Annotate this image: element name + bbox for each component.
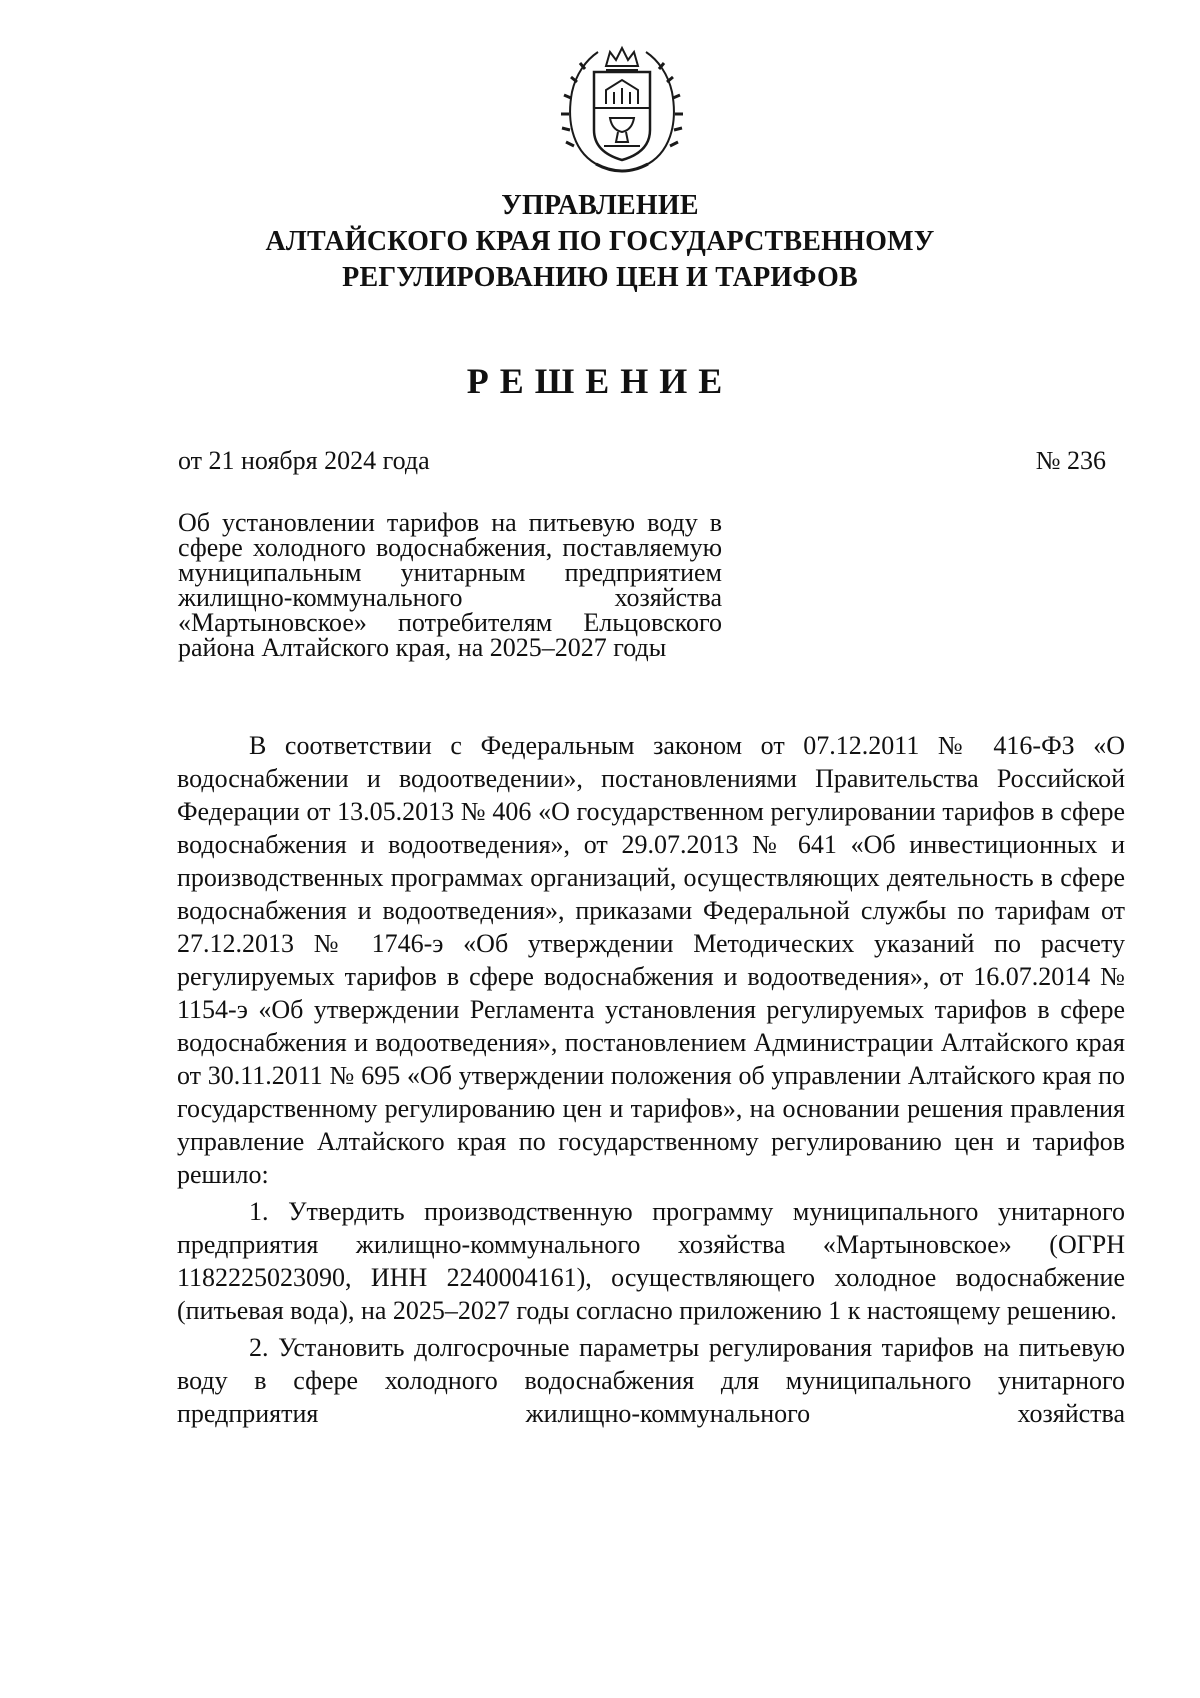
decision-date: от 21 ноября 2024 года <box>178 446 430 475</box>
org-line-1: УПРАВЛЕНИЕ <box>501 190 699 221</box>
item-2-paragraph: 2. Установить долгосрочные параметры регулирования тарифов на питьевую воду в сфере холодного водоснабжения для муниципального унитарного предприятия жилищно-коммунального хозяйства <box>177 1333 1125 1428</box>
organization-name <box>0 188 1200 296</box>
preamble-paragraph: В соответствии с Федеральным законом от 07.12.2011 № 416-ФЗ «О водоснабжении и водоотведении», постановлениями Правительства Российской Федерации от 13.05.2013 № 406 «О государственном регулировании тарифов в сфере водоснабжения и водоотведения», от 29.07.2013 № 641 «Об инвестиционных и производственных программах организаций, осуществляющих деятельность в сфере водоснабжения и водоотведения», приказами Федеральной службы по тарифам от 27.12.2013 № 1746-э «Об утверждении Методических указаний по расчету регулируемых тарифов в сфере водоснабжения и водоотведения», от 16.07.2014 № 1154-э «Об утверждении Регламента установления регулируемых тарифов в сфере водоснабжения и водоотведения», постановлением Администрации Алтайского края от 30.11.2011 № 695 «Об утверждении положения об управлении Алтайского края по государственному регулированию цен и тарифов», на основании решения правления управление Алтайского края по государственному регулированию цен и тарифов решило: <box>177 731 1125 1189</box>
coat-of-arms-icon <box>560 38 684 178</box>
org-line-3: РЕГУЛИРОВАНИЮ ЦЕН И ТАРИФОВ <box>342 262 858 293</box>
decision-subject: Об установлении тарифов на питьевую воду в сфере холодного водоснабжения, поставляемую муниципальным унитарным предприятием жилищно-коммунального хозяйства «Мартыновское» потребителям Ельцовского района Алтайского края, на 2025–2027 годы <box>178 508 722 662</box>
decision-number: № 236 <box>1035 446 1106 475</box>
org-line-2: АЛТАЙСКОГО КРАЯ ПО ГОСУДАРСТВЕННОМУ <box>265 226 935 257</box>
item-1-paragraph: 1. Утвердить производственную программу муниципального унитарного предприятия жилищно-коммунального хозяйства «Мартыновское» (ОГРН 1182225023090, ИНН 2240004161), осуществляющего холодное водоснабжение (питьевая вода), на 2025–2027 годы согласно приложению 1 к настоящему решению. <box>177 1197 1125 1325</box>
document-type-title: РЕШЕНИЕ <box>466 361 734 401</box>
decision-body <box>177 729 1125 1434</box>
